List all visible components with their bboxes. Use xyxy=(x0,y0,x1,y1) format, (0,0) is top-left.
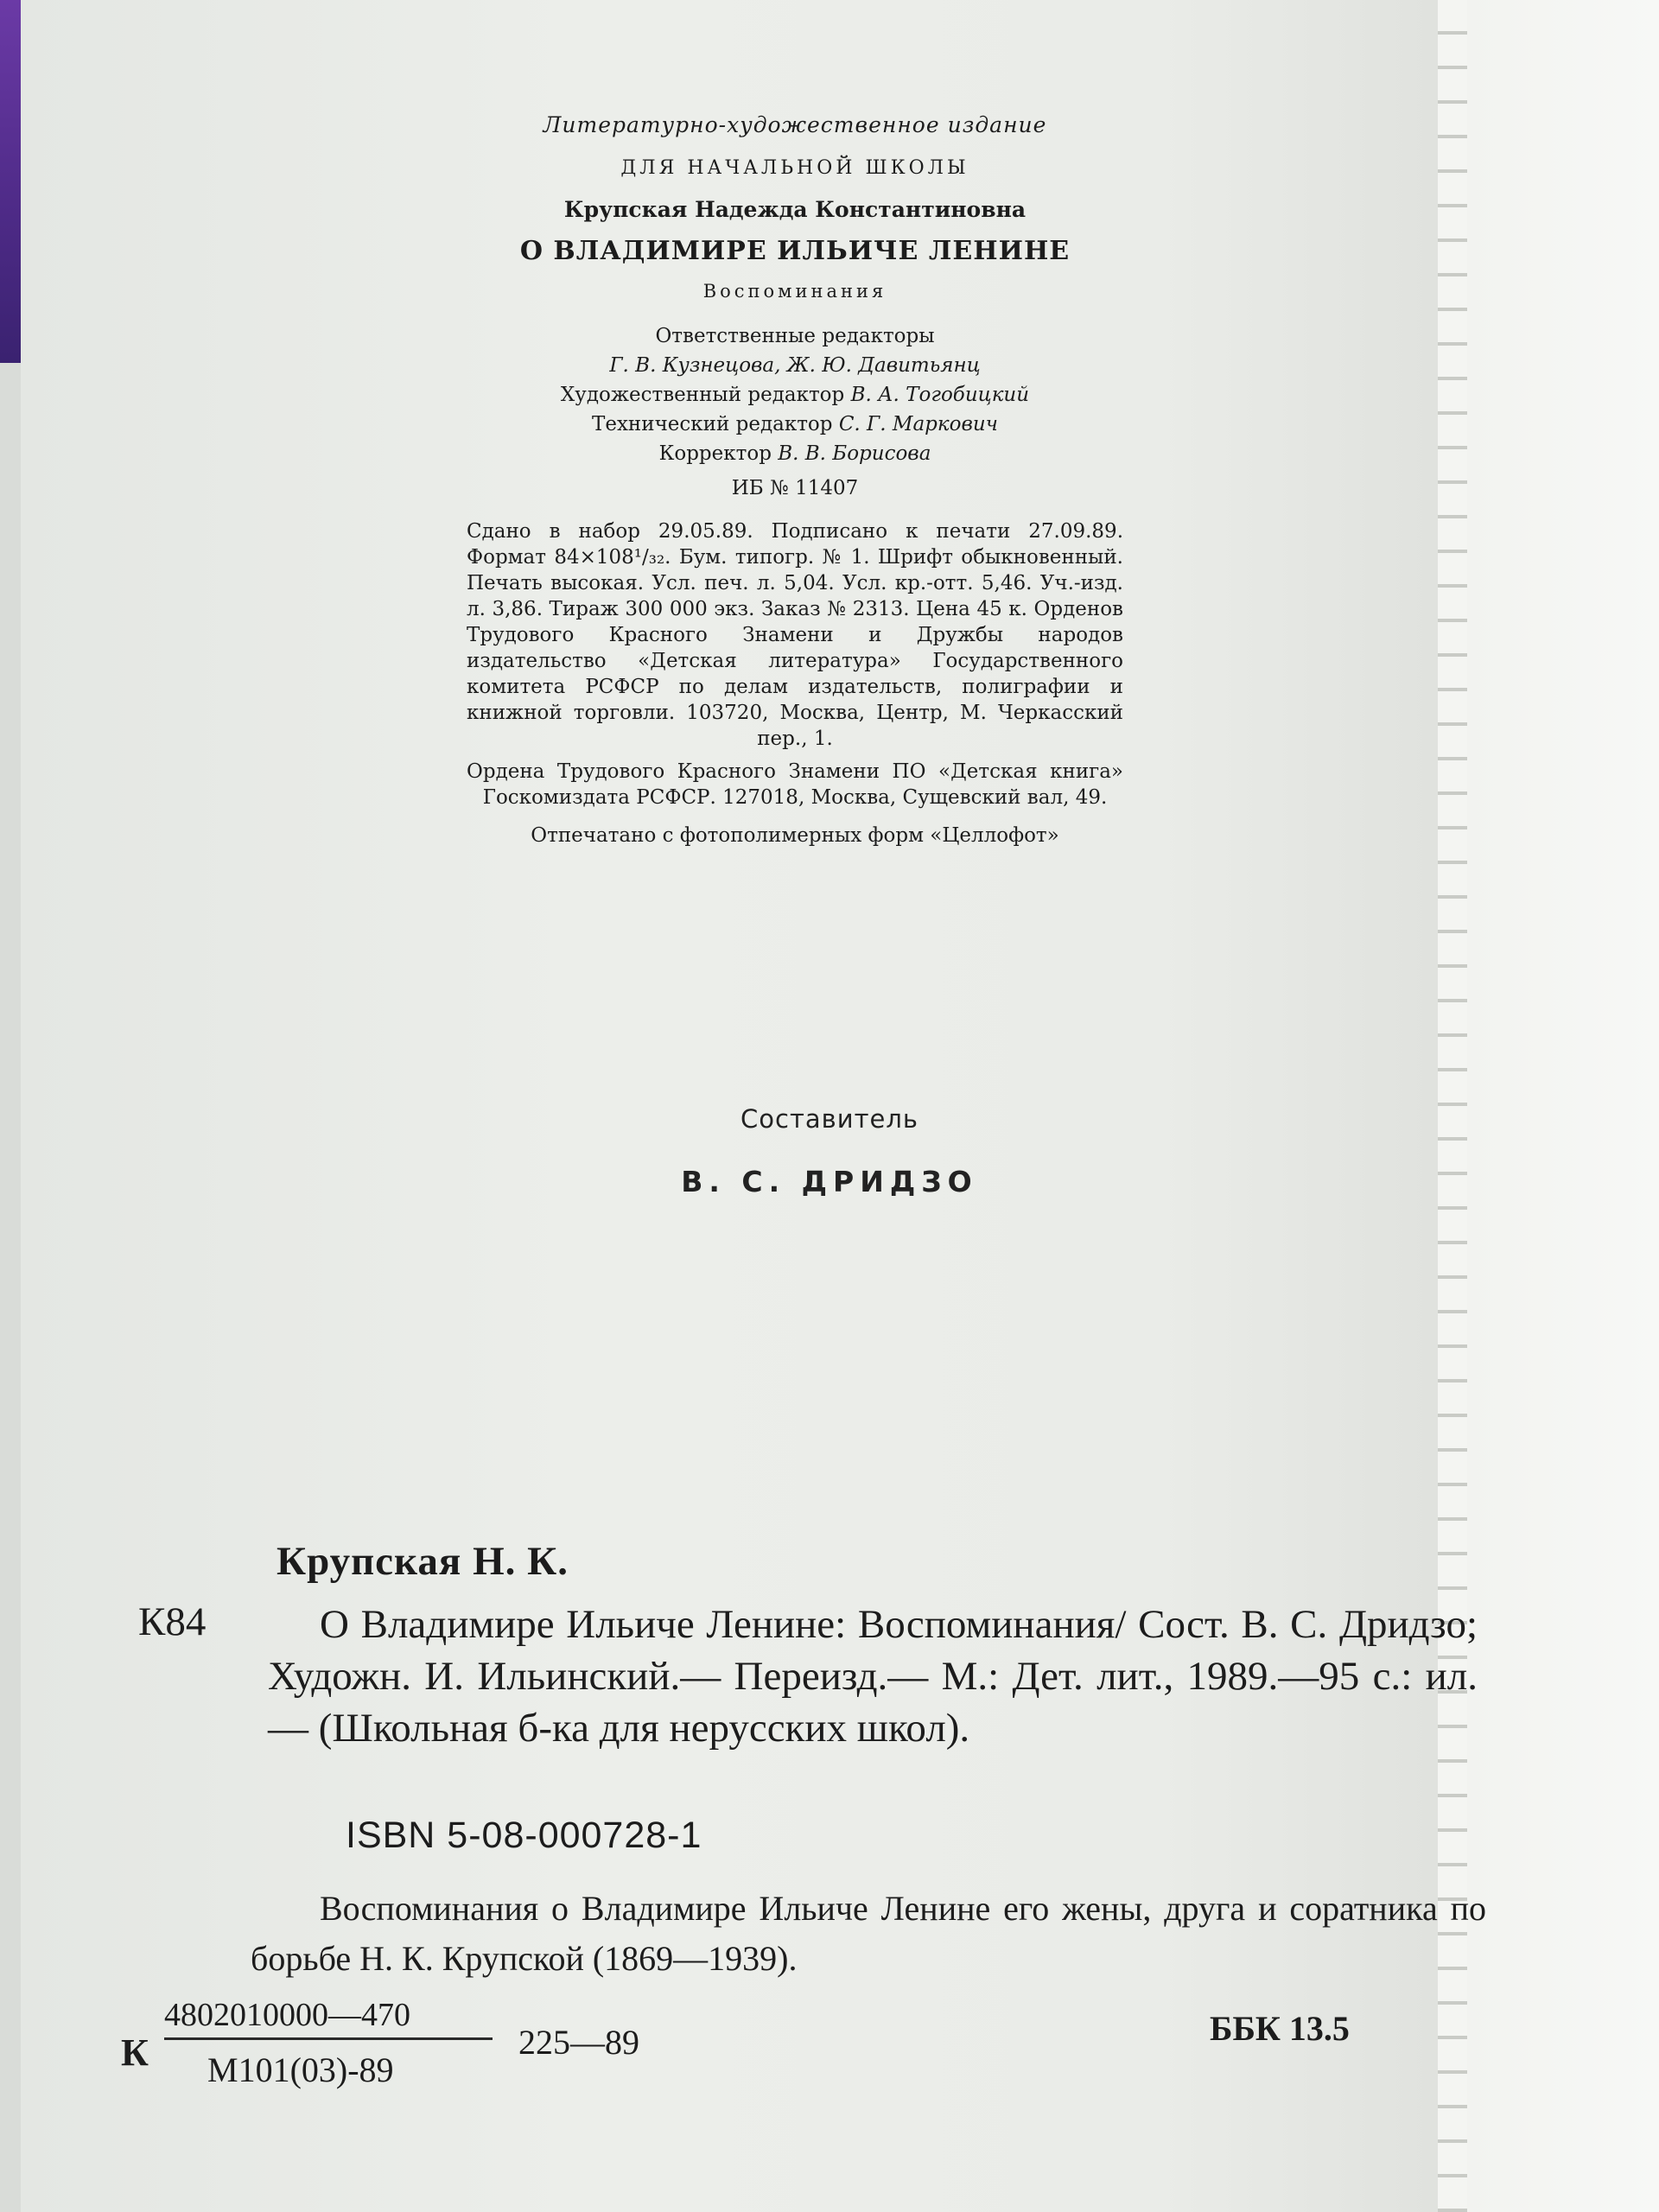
compiler-name: В. С. ДРИДЗО xyxy=(681,1165,978,1198)
specs-paragraph: Сдано в набор 29.05.89. Подписано к печати 27.09.89. Формат 84×108¹/₃₂. Бум. типогр. № 1. Шрифт обыкновенный. Печать высокая. Усл. печ. л. 5,04. Усл. кр.-отт. 5,46. Уч.-изд. л. 3,86. Тираж 300 000 экз. Заказ № 2313. Цена 45 к. Орденов Трудового Красного Знамени и Дружбы народов издательство «Детская литература» Государственного комитета РСФСР по делам издательств, полиграфии и книжной торговли. 103720, Москва, Центр, М. Черкасский пер., 1. xyxy=(467,520,1123,750)
imprint-block xyxy=(449,112,1141,849)
annotation: Воспоминания о Владимире Ильиче Ленине его жены, друга и соратника по борьбе Н. К. Крупской (1869—1939). xyxy=(251,1889,1486,1978)
resp-editors-label: Ответственные редакторы xyxy=(655,325,935,347)
index-denominator: М101(03)-89 xyxy=(207,2050,394,2089)
art-editor-label: Художественный редактор xyxy=(560,384,845,406)
ib-number: ИБ № 11407 xyxy=(731,477,859,499)
compiler-block xyxy=(484,1104,1175,1198)
tech-editor-label: Технический редактор xyxy=(592,413,833,435)
catalog-author: Крупская Н. К. xyxy=(276,1539,569,1584)
tech-editor-name: С. Г. Маркович xyxy=(838,413,998,435)
editors-block xyxy=(449,323,1141,467)
fraction-line xyxy=(164,2037,493,2040)
book-title: О ВЛАДИМИРЕ ИЛЬИЧЕ ЛЕНИНЕ xyxy=(519,236,1071,266)
genre-line: Литературно-художественное издание xyxy=(543,112,1047,137)
series-line: ДЛЯ НАЧАЛЬНОЙ ШКОЛЫ xyxy=(620,157,969,179)
resp-editors-names: Г. В. Кузнецова, Ж. Ю. Давитьянц xyxy=(609,354,981,377)
catalog-description: О Владимире Ильиче Ленине: Воспоминания/ Сост. В. С. Дридзо; Художн. И. Ильинский.— Переизд.— М.: Дет. лит., 1989.—95 с.: ил.— (Школьная б-ка для нерусских школ). xyxy=(268,1602,1478,1751)
index-number: 225—89 xyxy=(518,2023,639,2062)
printed-from: Отпечатано с фотополимерных форм «Целлофот» xyxy=(531,824,1059,847)
author-full-name: Крупская Надежда Константиновна xyxy=(563,197,1027,222)
bbk-code: ББК 13.5 xyxy=(1210,2009,1350,2048)
corrector-label: Корректор xyxy=(658,442,772,465)
index-letter: К xyxy=(121,2031,149,2074)
printer-paragraph: Ордена Трудового Красного Знамени ПО «Детская книга» Госкомиздата РСФСР. 127018, Москва, Сущевский вал, 49. xyxy=(467,760,1123,809)
art-editor-name: В. А. Тогобицкий xyxy=(850,384,1030,406)
print-specs xyxy=(467,518,1123,810)
compiler-label: Составитель xyxy=(741,1104,918,1134)
index-numerator: 4802010000—470 xyxy=(164,1997,410,2033)
book-subtitle: Воспоминания xyxy=(702,281,887,302)
perforated-edge xyxy=(1438,0,1467,2212)
corrector-name: В. В. Борисова xyxy=(778,442,931,465)
background-surface xyxy=(1467,0,1659,2212)
catalog-code: К84 xyxy=(138,1599,207,1644)
isbn: ISBN 5-08-000728-1 xyxy=(346,1815,702,1856)
